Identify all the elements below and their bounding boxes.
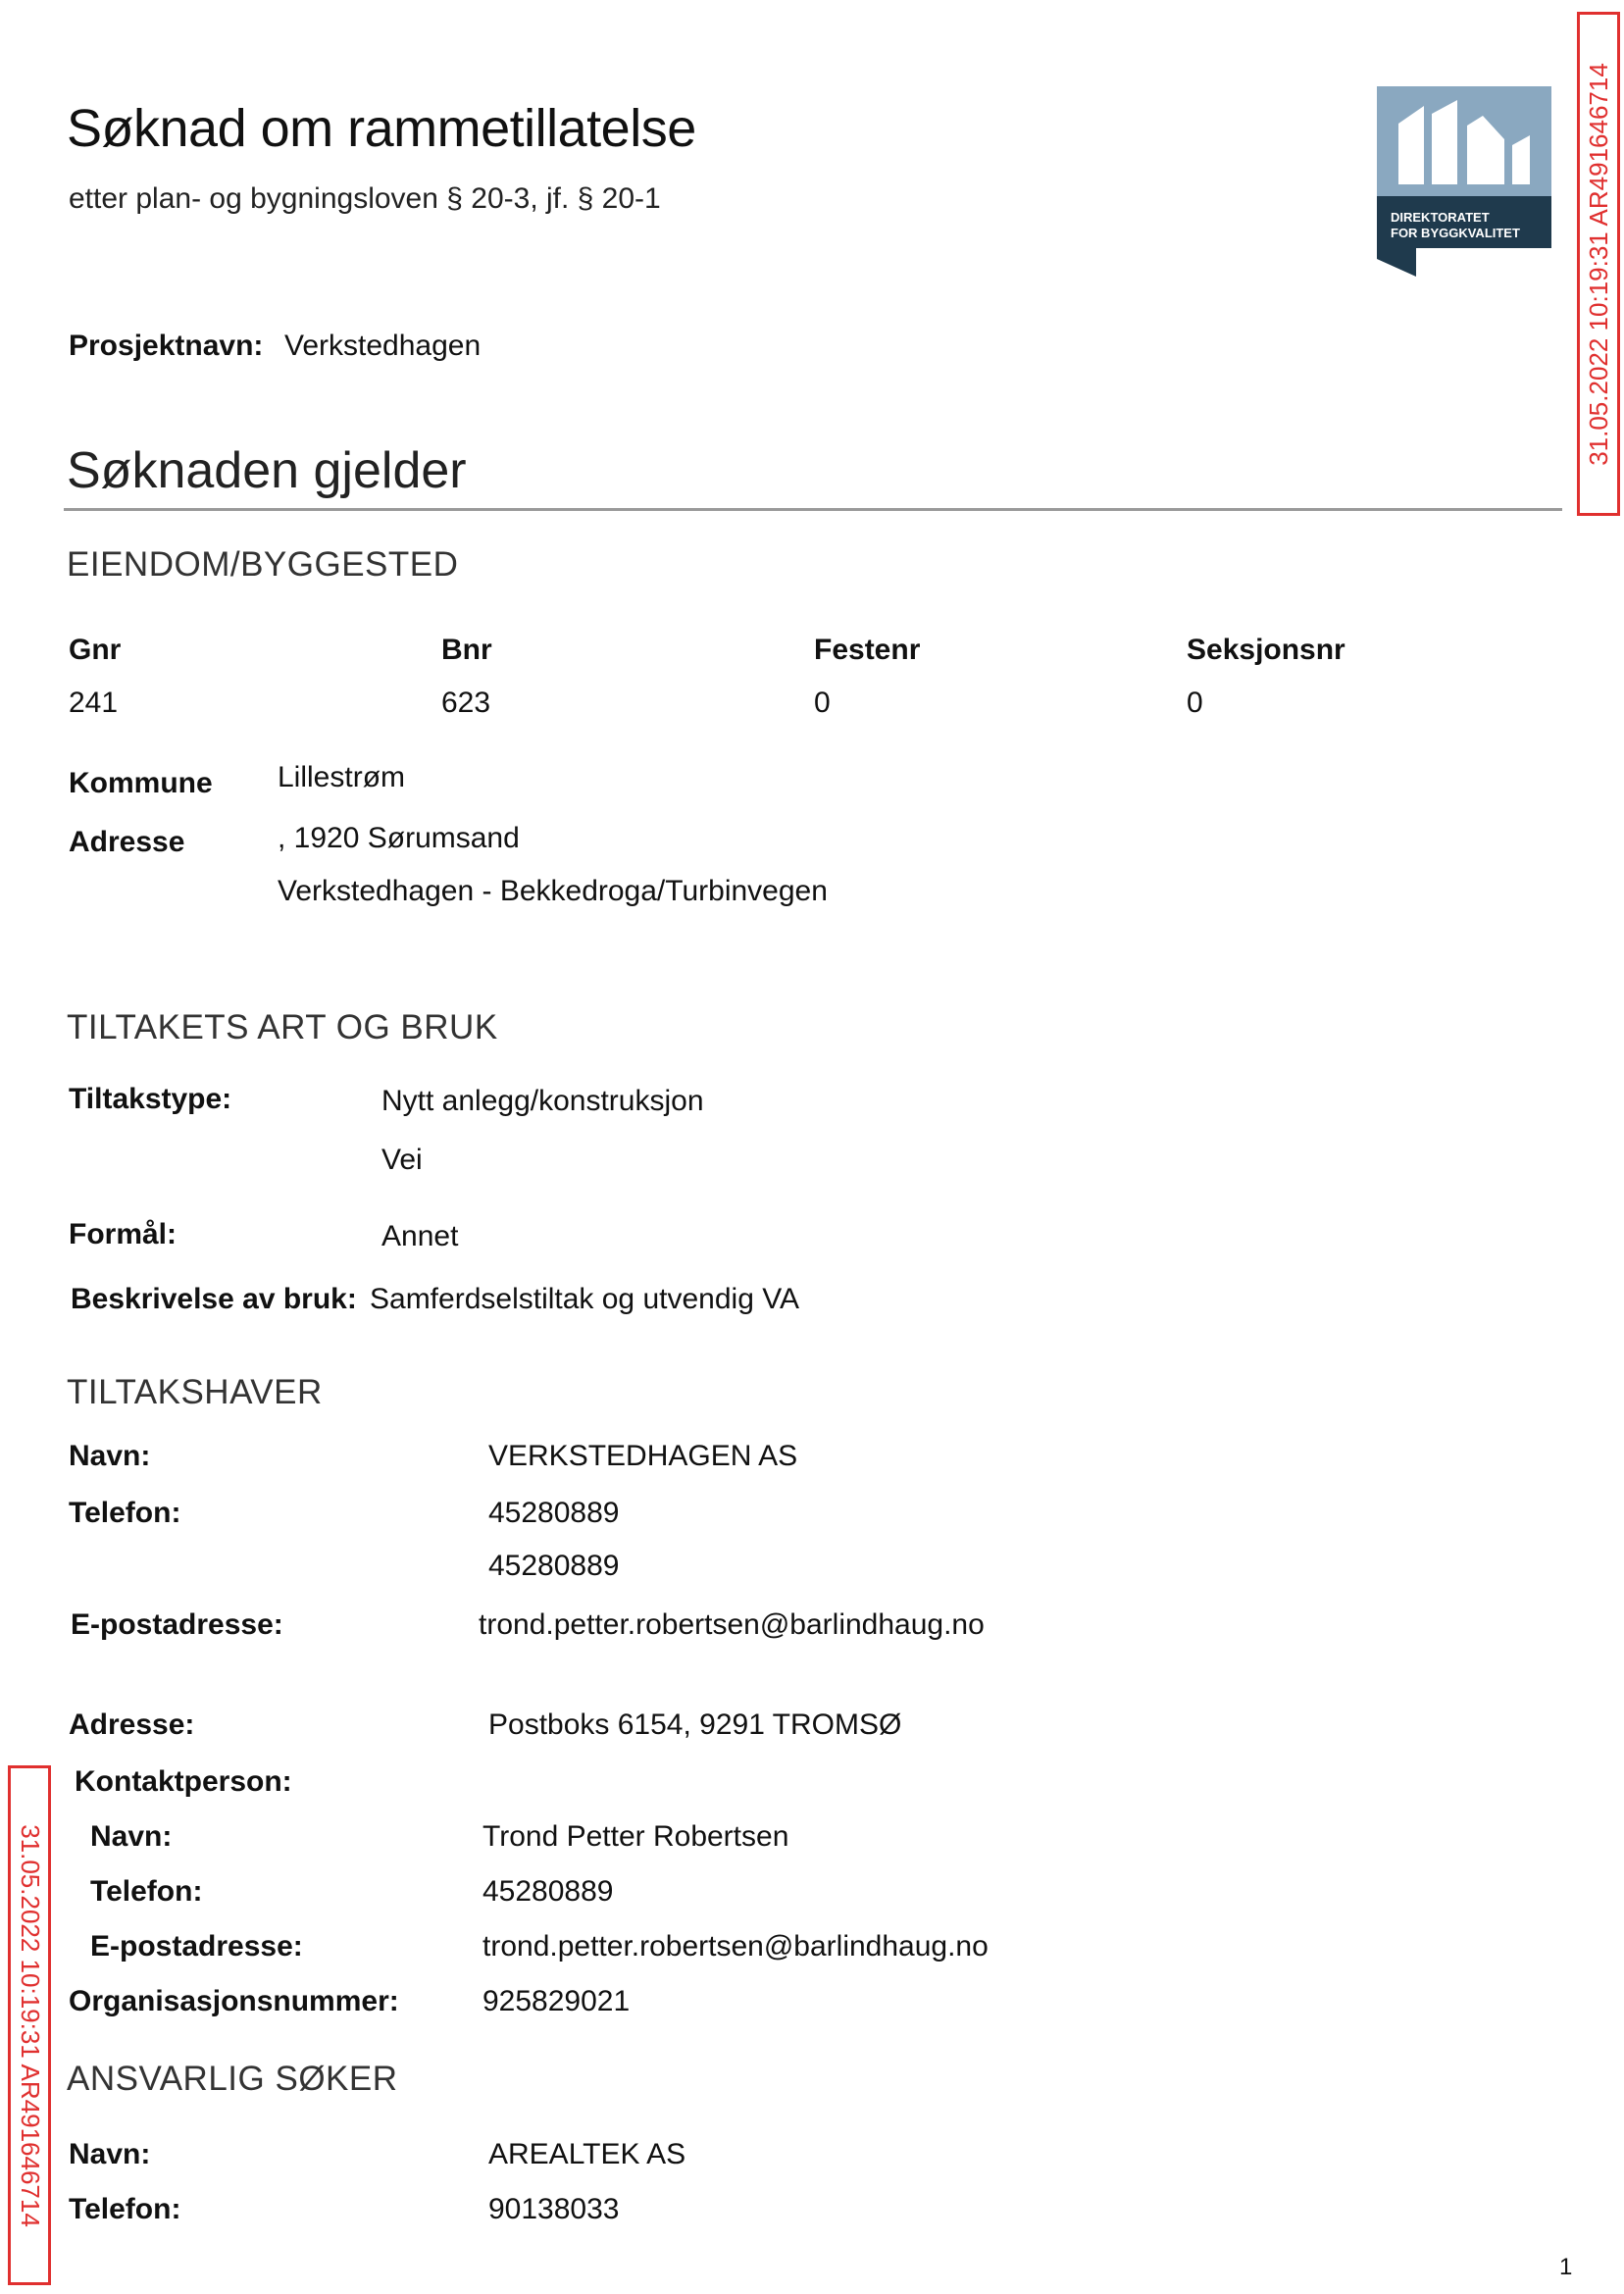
bnr-label: Bnr bbox=[441, 634, 492, 666]
adresse-line1: , 1920 Sørumsand bbox=[278, 822, 520, 854]
document-title: Søknad om rammetillatelse bbox=[67, 99, 696, 158]
orgnr-value: 925829021 bbox=[482, 1985, 631, 2017]
property-heading: EIENDOM/BYGGESTED bbox=[67, 545, 459, 584]
section-divider bbox=[64, 508, 1562, 511]
tiltakshaver-epost-label: E-postadresse: bbox=[71, 1608, 283, 1641]
logo-text-line2: FOR BYGGKVALITET bbox=[1391, 226, 1520, 240]
archive-stamp-top: 31.05.2022 10:19:31 AR491646714 bbox=[1577, 12, 1620, 516]
tiltakshaver-adresse-value: Postboks 6154, 9291 TROMSØ bbox=[488, 1708, 902, 1741]
kontaktperson-label: Kontaktperson: bbox=[75, 1765, 292, 1798]
kontakt-telefon-label: Telefon: bbox=[90, 1875, 203, 1908]
formal-label: Formål: bbox=[69, 1218, 178, 1250]
ansvarlig-heading: ANSVARLIG SØKER bbox=[67, 2060, 398, 2098]
ansvarlig-navn-value: AREALTEK AS bbox=[488, 2138, 686, 2170]
bruk-label: Beskrivelse av bruk: bbox=[71, 1283, 357, 1315]
tiltakstype-value: Nytt anlegg/konstruksjon bbox=[381, 1085, 704, 1117]
tiltakshaver-telefon-value: 45280889 bbox=[488, 1497, 620, 1529]
tiltakstype-label: Tiltakstype: bbox=[69, 1083, 232, 1115]
ansvarlig-navn-label: Navn: bbox=[69, 2138, 151, 2170]
tiltakshaver-epost-value: trond.petter.robertsen@barlindhaug.no bbox=[479, 1608, 985, 1641]
tiltak-heading: TILTAKETS ART OG BRUK bbox=[67, 1008, 498, 1046]
kommune-value: Lillestrøm bbox=[278, 761, 406, 793]
adresse-label: Adresse bbox=[69, 826, 185, 858]
kontakt-epost-label: E-postadresse: bbox=[90, 1930, 303, 1963]
gnr-label: Gnr bbox=[69, 634, 122, 666]
gnr-value: 241 bbox=[69, 687, 119, 719]
bnr-value: 623 bbox=[441, 687, 491, 719]
orgnr-label: Organisasjonsnummer: bbox=[69, 1985, 399, 2017]
logo-text-line1: DIREKTORATET bbox=[1391, 210, 1490, 225]
tiltakstype-value2: Vei bbox=[381, 1144, 423, 1176]
tiltakshaver-navn-value: VERKSTEDHAGEN AS bbox=[488, 1440, 798, 1472]
project-label: Prosjektnavn: bbox=[69, 330, 264, 362]
kontakt-navn-label: Navn: bbox=[90, 1820, 173, 1853]
tiltakshaver-adresse-label: Adresse: bbox=[69, 1708, 195, 1741]
archive-stamp-left: 31.05.2022 10:19:31 AR491646714 bbox=[8, 1765, 51, 2285]
dibk-logo bbox=[1377, 86, 1551, 277]
page-number: 1 bbox=[1559, 2254, 1573, 2280]
kommune-label: Kommune bbox=[69, 767, 213, 799]
kontakt-navn-value: Trond Petter Robertsen bbox=[482, 1820, 789, 1853]
section-title: Søknaden gjelder bbox=[67, 442, 467, 499]
bruk-value: Samferdselstiltak og utvendig VA bbox=[370, 1283, 800, 1315]
ansvarlig-telefon-value: 90138033 bbox=[488, 2193, 620, 2225]
tiltakshaver-telefon-value2: 45280889 bbox=[488, 1550, 620, 1582]
festenr-label: Festenr bbox=[814, 634, 921, 666]
adresse-line2: Verkstedhagen - Bekkedroga/Turbinvegen bbox=[278, 875, 828, 907]
document-subtitle: etter plan- og bygningsloven § 20-3, jf. § 20-1 bbox=[69, 182, 661, 215]
seksjonsnr-label: Seksjonsnr bbox=[1187, 634, 1345, 666]
festenr-value: 0 bbox=[814, 687, 831, 719]
ansvarlig-telefon-label: Telefon: bbox=[69, 2193, 181, 2225]
project-value: Verkstedhagen bbox=[284, 330, 482, 362]
tiltakshaver-telefon-label: Telefon: bbox=[69, 1497, 181, 1529]
tiltakshaver-heading: TILTAKSHAVER bbox=[67, 1373, 323, 1411]
formal-value: Annet bbox=[381, 1220, 459, 1252]
kontakt-telefon-value: 45280889 bbox=[482, 1875, 614, 1908]
seksjonsnr-value: 0 bbox=[1187, 687, 1203, 719]
tiltakshaver-navn-label: Navn: bbox=[69, 1440, 151, 1472]
kontakt-epost-value: trond.petter.robertsen@barlindhaug.no bbox=[482, 1930, 989, 1963]
